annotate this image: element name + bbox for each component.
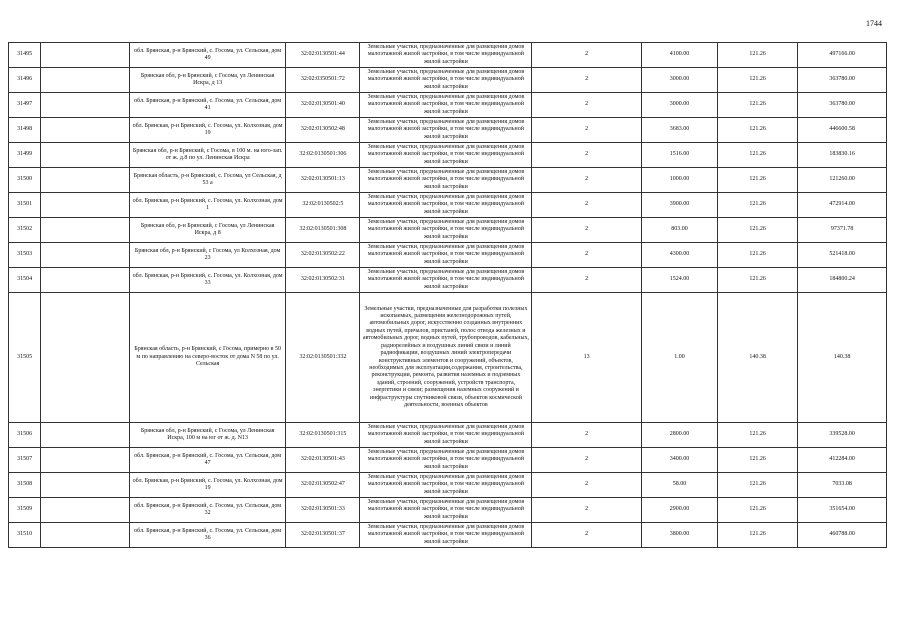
- table-row: [9, 218, 887, 243]
- area-cell: 3683.00: [641, 118, 717, 143]
- table-row: [9, 243, 887, 268]
- empty-cell: [41, 218, 130, 243]
- cadastral-number-cell: 32:02:0130501:308: [286, 218, 360, 243]
- row-number-cell: 31507: [9, 448, 41, 473]
- cadastral-value-cell: 472914.00: [798, 193, 887, 218]
- specific-value-cell: 140.38: [718, 293, 798, 423]
- land-use-cell: Земельные участки, предназначенные для размещения домов малоэтажной жилой застройки, в том числе индивидуальной жилой застройки: [360, 268, 532, 293]
- row-number-cell: 31497: [9, 93, 41, 118]
- cadastral-value-cell: 497166.00: [798, 43, 887, 68]
- area-cell: 3000.00: [641, 68, 717, 93]
- row-number-cell: 31501: [9, 193, 41, 218]
- land-use-cell: Земельные участки, предназначенные для размещения домов малоэтажной жилой застройки, в том числе индивидуальной жилой застройки: [360, 168, 532, 193]
- address-cell: Брянская обл, р-н Брянский, с Госома, в 100 м. на юго-зап. от ж. д.8 по ул. Ленинская Искра: [129, 143, 285, 168]
- specific-value-cell: 121.26: [718, 193, 798, 218]
- cadastral-value-cell: 339528.00: [798, 423, 887, 448]
- specific-value-cell: 121.26: [718, 268, 798, 293]
- table-row: [9, 448, 887, 473]
- address-cell: Брянская область, р-н Брянский, с Госома, примерно в 50 м по направлению на северо-восток от дома N 58 по ул. Сельская: [129, 293, 285, 423]
- category-cell: 13: [532, 293, 641, 423]
- area-cell: 4300.00: [641, 243, 717, 268]
- land-use-cell: Земельные участки, предназначенные для размещения домов малоэтажной жилой застройки, в том числе индивидуальной жилой застройки: [360, 218, 532, 243]
- row-number-cell: 31504: [9, 268, 41, 293]
- specific-value-cell: 121.26: [718, 473, 798, 498]
- empty-cell: [41, 93, 130, 118]
- table-row: [9, 143, 887, 168]
- empty-cell: [41, 268, 130, 293]
- address-cell: Брянская обл, р-н Брянский, с Госома, ул Ленинская Искра, д 8: [129, 218, 285, 243]
- empty-cell: [41, 243, 130, 268]
- land-use-cell: Земельные участки, предназначенные для размещения домов малоэтажной жилой застройки, в том числе индивидуальной жилой застройки: [360, 193, 532, 218]
- cadastral-value-cell: 140.38: [798, 293, 887, 423]
- table-body: [9, 43, 887, 548]
- row-number-cell: 31500: [9, 168, 41, 193]
- specific-value-cell: 121.26: [718, 118, 798, 143]
- row-number-cell: 31502: [9, 218, 41, 243]
- land-use-cell: Земельные участки, предназначенные для размещения домов малоэтажной жилой застройки, в том числе индивидуальной жилой застройки: [360, 43, 532, 68]
- area-cell: 803.00: [641, 218, 717, 243]
- cadastral-value-cell: 363780.00: [798, 68, 887, 93]
- table-row: [9, 498, 887, 523]
- category-cell: 2: [532, 193, 641, 218]
- table-row: [9, 68, 887, 93]
- cadastral-number-cell: 32:02:0130502:47: [286, 473, 360, 498]
- land-use-cell: Земельные участки, предназначенные для размещения домов малоэтажной жилой застройки, в том числе индивидуальной жилой застройки: [360, 243, 532, 268]
- empty-cell: [41, 68, 130, 93]
- empty-cell: [41, 448, 130, 473]
- cadastral-number-cell: 32:02:0130501:43: [286, 448, 360, 473]
- row-number-cell: 31506: [9, 423, 41, 448]
- specific-value-cell: 121.26: [718, 423, 798, 448]
- area-cell: 1000.00: [641, 168, 717, 193]
- cadastral-value-cell: 460788.00: [798, 523, 887, 548]
- table-row: [9, 268, 887, 293]
- specific-value-cell: 121.26: [718, 218, 798, 243]
- table-row: [9, 193, 887, 218]
- address-cell: Брянская область, р-н Брянский, с. Госома, ул Сельская, д 53 а: [129, 168, 285, 193]
- cadastral-number-cell: 32:02:0130501:33: [286, 498, 360, 523]
- cadastral-number-cell: 32:02:0130501:306: [286, 143, 360, 168]
- empty-cell: [41, 118, 130, 143]
- address-cell: обл. Брянская, р-н Брянский, с. Госома, ул. Колхозная, дом 33: [129, 268, 285, 293]
- empty-cell: [41, 143, 130, 168]
- category-cell: 2: [532, 423, 641, 448]
- cadastral-value-cell: 521418.00: [798, 243, 887, 268]
- empty-cell: [41, 498, 130, 523]
- land-use-cell: Земельные участки, предназначенные для размещения домов малоэтажной жилой застройки, в том числе индивидуальной жилой застройки: [360, 448, 532, 473]
- address-cell: обл. Брянская, р-н Брянский, с. Госома, ул. Колхозная, дом 19: [129, 473, 285, 498]
- table-row: [9, 473, 887, 498]
- category-cell: 2: [532, 268, 641, 293]
- category-cell: 2: [532, 118, 641, 143]
- area-cell: 3000.00: [641, 93, 717, 118]
- category-cell: 2: [532, 243, 641, 268]
- category-cell: 2: [532, 448, 641, 473]
- category-cell: 2: [532, 68, 641, 93]
- row-number-cell: 31499: [9, 143, 41, 168]
- land-use-cell: Земельные участки, предназначенные для разработки полезных ископаемых, размещения железнодорожных путей, автомобильных дорог, искусственно созданных внутренних водных путей, причалов, пристаней, полос отвода железных и автомобильных дорог, водных путей, трубопроводов, кабельных, радиорелейных и воздушных линий связи и линий радиофикации, воздушных линий электропередачи конструктивных элементов и сооружений, объектов, необходимых для эксплуатации,содержания, строительства, реконструкции, ремонта, развития наземных и подземных зданий, строений, сооружений, устройств транспорта, энергетики и связи; размещения наземных сооружений и инфраструктуры спутниковой связи, объектов космической деятельности, военных объектов: [360, 293, 532, 423]
- specific-value-cell: 121.26: [718, 243, 798, 268]
- specific-value-cell: 121.26: [718, 498, 798, 523]
- cadastral-number-cell: 32:02:0130501:37: [286, 523, 360, 548]
- category-cell: 2: [532, 523, 641, 548]
- land-use-cell: Земельные участки, предназначенные для размещения домов малоэтажной жилой застройки, в том числе индивидуальной жилой застройки: [360, 523, 532, 548]
- row-number-cell: 31498: [9, 118, 41, 143]
- row-number-cell: 31505: [9, 293, 41, 423]
- land-use-cell: Земельные участки, предназначенные для размещения домов малоэтажной жилой застройки, в том числе индивидуальной жилой застройки: [360, 498, 532, 523]
- address-cell: Брянская обл, р-н Брянский, с Госома, ул Ленинская Искра, 100 м на юг от ж. д. N13: [129, 423, 285, 448]
- cadastral-number-cell: 32:02:0130502:31: [286, 268, 360, 293]
- row-number-cell: 31496: [9, 68, 41, 93]
- empty-cell: [41, 293, 130, 423]
- land-use-cell: Земельные участки, предназначенные для размещения домов малоэтажной жилой застройки, в том числе индивидуальной жилой застройки: [360, 118, 532, 143]
- empty-cell: [41, 193, 130, 218]
- area-cell: 3900.00: [641, 193, 717, 218]
- empty-cell: [41, 43, 130, 68]
- area-cell: 3800.00: [641, 523, 717, 548]
- cadastral-value-cell: 351654.00: [798, 498, 887, 523]
- cadastral-value-cell: 183830.16: [798, 143, 887, 168]
- table-row: [9, 43, 887, 68]
- category-cell: 2: [532, 473, 641, 498]
- category-cell: 2: [532, 93, 641, 118]
- table-row: [9, 293, 887, 423]
- land-use-cell: Земельные участки, предназначенные для размещения домов малоэтажной жилой застройки, в том числе индивидуальной жилой застройки: [360, 473, 532, 498]
- cadastral-value-cell: 97371.78: [798, 218, 887, 243]
- address-cell: обл. Брянская, р-н Брянский, с. Госома, ул. Колхозная, дом 19: [129, 118, 285, 143]
- table-row: [9, 93, 887, 118]
- cadastral-value-cell: 121260.00: [798, 168, 887, 193]
- category-cell: 2: [532, 218, 641, 243]
- specific-value-cell: 121.26: [718, 523, 798, 548]
- land-use-cell: Земельные участки, предназначенные для размещения домов малоэтажной жилой застройки, в том числе индивидуальной жилой застройки: [360, 93, 532, 118]
- empty-cell: [41, 523, 130, 548]
- address-cell: обл. Брянская, р-н Брянский, с. Госома, ул. Колхозная, дом 1: [129, 193, 285, 218]
- cadastral-value-cell: 7033.08: [798, 473, 887, 498]
- address-cell: Брянская обл, р-н Брянский, с Госома, ул Ленинская Искра, д 13: [129, 68, 285, 93]
- specific-value-cell: 121.26: [718, 448, 798, 473]
- cadastral-value-table: [8, 42, 887, 548]
- empty-cell: [41, 473, 130, 498]
- category-cell: 2: [532, 43, 641, 68]
- specific-value-cell: 121.26: [718, 93, 798, 118]
- address-cell: обл. Брянская, р-н Брянский, с. Госома, ул. Сельская, дом 36: [129, 523, 285, 548]
- cadastral-number-cell: 32:02:0130502:5: [286, 193, 360, 218]
- table-row: [9, 118, 887, 143]
- address-cell: Брянская обл, р-н Брянский, с Госома, ул Колхозная, дом 23: [129, 243, 285, 268]
- address-cell: обл. Брянская, р-н Брянский, с. Госома, ул. Сельская, дом 49: [129, 43, 285, 68]
- address-cell: обл. Брянская, р-н Брянский, с. Госома, ул. Сельская, дом 32: [129, 498, 285, 523]
- cadastral-value-cell: 446600.58: [798, 118, 887, 143]
- area-cell: 4100.00: [641, 43, 717, 68]
- land-use-cell: Земельные участки, предназначенные для размещения домов малоэтажной жилой застройки, в том числе индивидуальной жилой застройки: [360, 143, 532, 168]
- area-cell: 1516.00: [641, 143, 717, 168]
- row-number-cell: 31510: [9, 523, 41, 548]
- area-cell: 1524.00: [641, 268, 717, 293]
- specific-value-cell: 121.26: [718, 43, 798, 68]
- cadastral-value-cell: 184800.24: [798, 268, 887, 293]
- table-row: [9, 168, 887, 193]
- cadastral-number-cell: 32:02:0130501:332: [286, 293, 360, 423]
- cadastral-value-cell: 363780.00: [798, 93, 887, 118]
- cadastral-number-cell: 32:02:0130501:315: [286, 423, 360, 448]
- land-use-cell: Земельные участки, предназначенные для размещения домов малоэтажной жилой застройки, в том числе индивидуальной жилой застройки: [360, 423, 532, 448]
- cadastral-number-cell: 32:02:0130501:40: [286, 93, 360, 118]
- page-number: 1744: [866, 19, 882, 28]
- area-cell: 1.00: [641, 293, 717, 423]
- cadastral-number-cell: 32:02:0130502:48: [286, 118, 360, 143]
- row-number-cell: 31509: [9, 498, 41, 523]
- row-number-cell: 31503: [9, 243, 41, 268]
- cadastral-number-cell: 32:02:0130502:22: [286, 243, 360, 268]
- category-cell: 2: [532, 498, 641, 523]
- empty-cell: [41, 168, 130, 193]
- row-number-cell: 31508: [9, 473, 41, 498]
- cadastral-number-cell: 32:02:0130501:13: [286, 168, 360, 193]
- specific-value-cell: 121.26: [718, 68, 798, 93]
- address-cell: обл. Брянская, р-н Брянский, с. Госома, ул. Сельская, дом 47: [129, 448, 285, 473]
- table-row: [9, 423, 887, 448]
- empty-cell: [41, 423, 130, 448]
- cadastral-value-cell: 412284.00: [798, 448, 887, 473]
- address-cell: обл. Брянская, р-н Брянский, с. Госома, ул. Сельская, дом 41: [129, 93, 285, 118]
- cadastral-number-cell: 32:02:0350501:72: [286, 68, 360, 93]
- specific-value-cell: 121.26: [718, 143, 798, 168]
- specific-value-cell: 121.26: [718, 168, 798, 193]
- row-number-cell: 31495: [9, 43, 41, 68]
- category-cell: 2: [532, 143, 641, 168]
- category-cell: 2: [532, 168, 641, 193]
- area-cell: 3400.00: [641, 448, 717, 473]
- area-cell: 2800.00: [641, 423, 717, 448]
- area-cell: 2900.00: [641, 498, 717, 523]
- cadastral-number-cell: 32:02:0130501:44: [286, 43, 360, 68]
- table-row: [9, 523, 887, 548]
- land-use-cell: Земельные участки, предназначенные для размещения домов малоэтажной жилой застройки, в том числе индивидуальной жилой застройки: [360, 68, 532, 93]
- area-cell: 58.00: [641, 473, 717, 498]
